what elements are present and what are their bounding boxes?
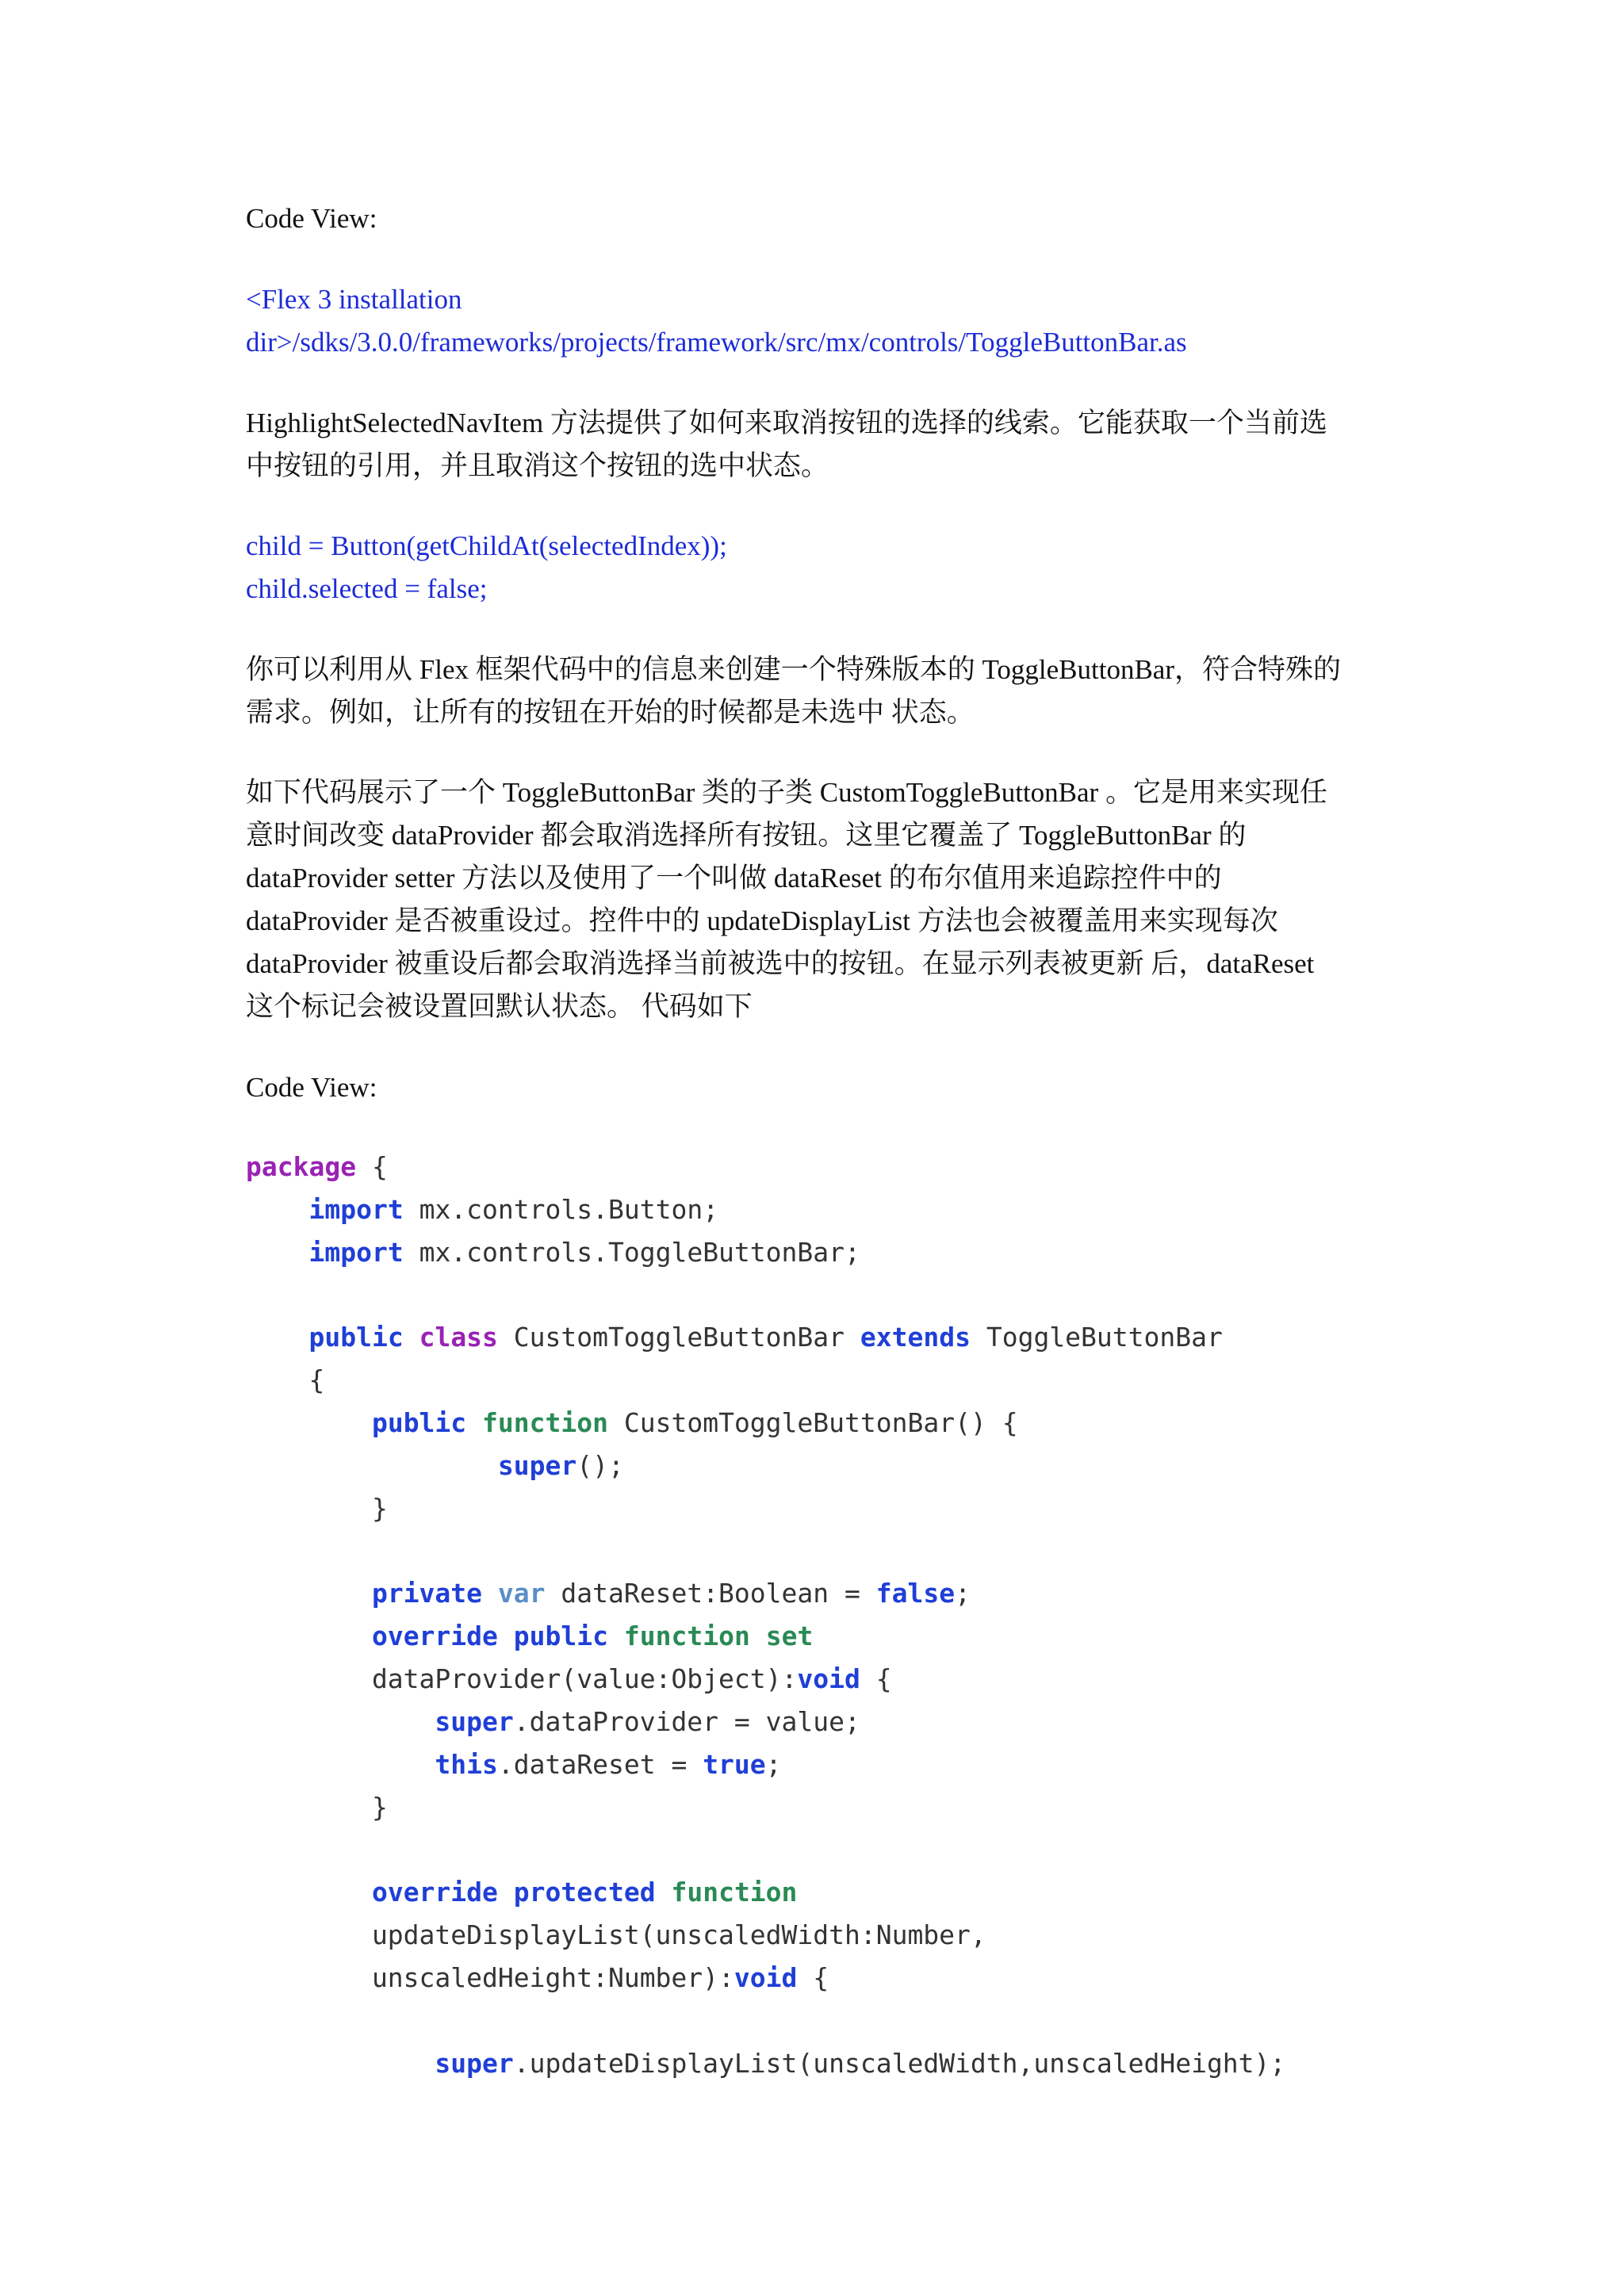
code-line	[246, 1572, 971, 1615]
code-keyword: import	[308, 1237, 404, 1268]
code-text	[246, 1706, 435, 1737]
code-text: ;	[765, 1749, 782, 1780]
code-line	[246, 1231, 860, 1274]
code-snippet-line-2: child.selected = false;	[246, 573, 488, 604]
code-keyword: override	[371, 1621, 498, 1651]
code-text	[656, 1877, 672, 1908]
code-text	[404, 1322, 419, 1353]
code-keyword: import	[308, 1194, 404, 1225]
code-keyword: extends	[860, 1322, 971, 1353]
code-keyword: override	[371, 1877, 498, 1908]
code-text	[246, 1621, 372, 1651]
code-line	[246, 1487, 388, 1530]
code-line	[246, 1402, 1018, 1445]
code-keyword: false	[875, 1578, 956, 1609]
code-keyword: super	[435, 1706, 514, 1737]
code-keyword: package	[246, 1151, 357, 1182]
code-text: ToggleButtonBar	[970, 1322, 1223, 1353]
code-text: {	[860, 1663, 892, 1694]
code-text	[246, 1194, 308, 1225]
code-line	[246, 1701, 860, 1743]
code-text	[246, 1237, 308, 1268]
paragraph-3-line-6: 这个标记会被设置回默认状态。 代码如下	[246, 991, 753, 1022]
code-keyword: super	[497, 1450, 577, 1481]
paragraph-1-line-1: HighlightSelectedNavItem 方法提供了如何来取消按钮的选择的线索。它能获取一个当前选	[246, 408, 1327, 438]
code-text	[246, 2048, 435, 2079]
code-text: mx.controls.ToggleButtonBar;	[403, 1237, 860, 1268]
code-text: {	[356, 1151, 388, 1182]
code-text: .updateDisplayList(unscaledWidth,unscaledHeight);	[513, 2048, 1286, 2079]
code-view-label: Code View:	[246, 203, 377, 234]
code-text: updateDisplayList(unscaledWidth:Number,	[246, 1919, 986, 1950]
code-keyword: var	[497, 1578, 546, 1609]
code-text: mx.controls.Button;	[403, 1194, 719, 1225]
code-text: dataReset:Boolean =	[545, 1578, 876, 1609]
code-snippet-line-1: child = Button(getChildAt(selectedIndex));	[246, 530, 727, 561]
code-keyword: public	[308, 1322, 404, 1353]
code-line	[246, 1786, 388, 1829]
code-line	[246, 1359, 324, 1402]
code-keyword: function	[671, 1877, 798, 1908]
code-line	[246, 1871, 797, 1914]
code-keyword: function	[623, 1621, 750, 1651]
code-line	[246, 1957, 829, 1999]
code-view-label-2: Code View:	[246, 1072, 377, 1103]
code-text: CustomToggleButtonBar() {	[608, 1407, 1018, 1438]
code-text	[498, 1621, 514, 1651]
code-text	[466, 1407, 482, 1438]
code-text: ;	[955, 1578, 971, 1609]
paragraph-3-line-2: 意时间改变 dataProvider 都会取消选择所有按钮。这里它覆盖了 ToggleButtonBar 的	[246, 820, 1247, 851]
code-keyword: void	[733, 1962, 798, 1993]
code-text	[498, 1877, 514, 1908]
paragraph-3-line-4: dataProvider 是否被重设过。控件中的 updateDisplayList 方法也会被覆盖用来实现每次	[246, 905, 1278, 936]
code-line	[246, 1316, 1223, 1359]
code-text	[246, 1450, 498, 1481]
paragraph-1-line-2: 中按钮的引用，并且取消这个按钮的选中状态。	[246, 450, 829, 481]
code-text	[482, 1578, 498, 1609]
code-keyword: public	[371, 1407, 467, 1438]
code-keyword: true	[703, 1749, 766, 1780]
code-text: dataProvider(value:Object):	[246, 1663, 798, 1694]
code-line	[246, 1188, 718, 1231]
code-text: .dataProvider = value;	[513, 1706, 860, 1737]
code-line	[246, 1743, 782, 1786]
code-text	[246, 1749, 435, 1780]
code-text	[246, 1877, 372, 1908]
paragraph-3-line-3: dataProvider setter 方法以及使用了一个叫做 dataReset 的布尔值用来追踪控件中的	[246, 863, 1222, 894]
code-keyword: class	[419, 1322, 498, 1353]
code-line	[246, 1615, 813, 1658]
code-line	[246, 1146, 388, 1188]
source-path-line-1: <Flex 3 installation	[246, 284, 462, 315]
code-text: }	[246, 1493, 388, 1524]
code-text	[246, 1322, 308, 1353]
code-keyword: private	[371, 1578, 483, 1609]
code-text	[246, 1578, 372, 1609]
code-text: }	[246, 1792, 388, 1823]
paragraph-3-line-5: dataProvider 被重设后都会取消选择当前被选中的按钮。在显示列表被更新 后，dataReset	[246, 948, 1315, 979]
code-text: {	[246, 1364, 325, 1395]
code-keyword: void	[797, 1663, 860, 1694]
source-path-line-2: dir>/sdks/3.0.0/frameworks/projects/framework/src/mx/controls/ToggleButtonBar.as	[246, 327, 1187, 358]
code-keyword: super	[435, 2048, 514, 2079]
code-text: unscaledHeight:Number):	[246, 1962, 734, 1993]
code-line	[246, 2042, 1285, 2085]
code-keyword: set	[765, 1621, 814, 1651]
code-text: CustomToggleButtonBar	[497, 1322, 860, 1353]
code-line	[246, 1445, 624, 1487]
paragraph-2-line-1: 你可以利用从 Flex 框架代码中的信息来创建一个特殊版本的 ToggleButtonBar，符合特殊的	[246, 654, 1341, 685]
code-text	[608, 1621, 624, 1651]
code-keyword: public	[513, 1621, 608, 1651]
code-line	[246, 1914, 986, 1957]
code-keyword: this	[435, 1749, 498, 1780]
code-line	[246, 1658, 892, 1701]
code-text: ();	[576, 1450, 624, 1481]
code-text	[750, 1621, 766, 1651]
code-text: .dataReset =	[497, 1749, 703, 1780]
paragraph-2-line-2: 需求。例如，让所有的按钮在开始的时候都是未选中 状态。	[246, 697, 975, 728]
code-keyword: function	[482, 1407, 608, 1438]
code-text	[246, 1407, 372, 1438]
paragraph-3-line-1: 如下代码展示了一个 ToggleButtonBar 类的子类 CustomToggleButtonBar 。它是用来实现任	[246, 777, 1327, 808]
code-text: {	[797, 1962, 829, 1993]
code-keyword: protected	[513, 1877, 656, 1908]
